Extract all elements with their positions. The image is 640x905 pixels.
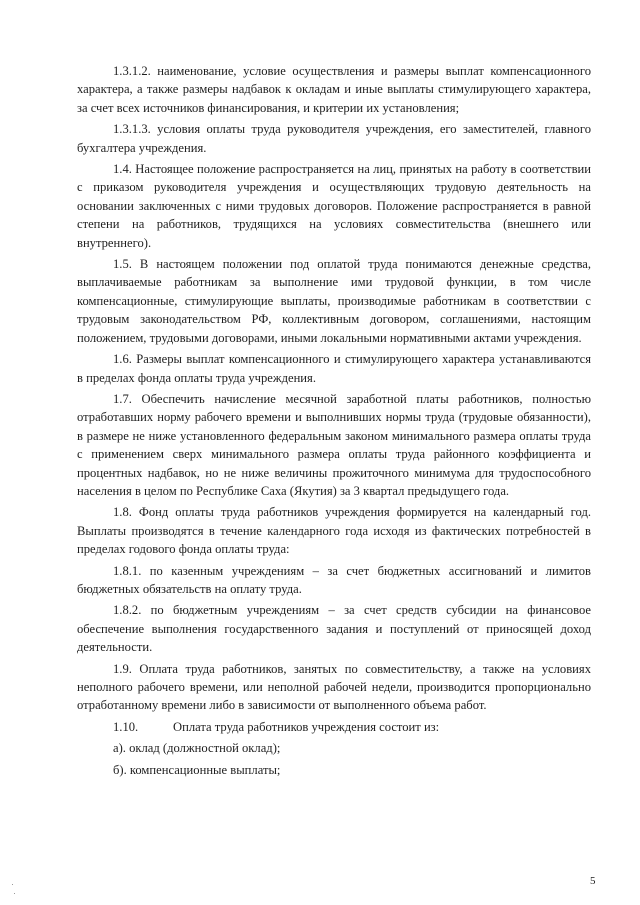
paragraph-1-10 (77, 718, 591, 736)
page-number: 5 (590, 875, 596, 887)
document-body (77, 62, 591, 782)
paragraph-1-4: 1.4. Настоящее положение распространяется на лиц, принятых на работу в соответствии с приказом руководителя учреждения и осуществляющих трудовую деятельность на основании заключенных с ними трудовых договоров. Положение распространяется в равной степени на работников, трудящихся на условиях совместительства (внешнего или внутреннего). (77, 162, 591, 250)
paragraph-1-7: 1.7. Обеспечить начисление месячной заработной платы работников, полностью отработавших норму рабочего времени и выполнивших нормы труда (трудовые обязанности), в размере не ниже установленного федеральным законом минимального размера оплаты труда с применением сверх минимального размера оплаты труда районного коэффициента и процентных надбавок, но не ниже величины прожиточного минимума для трудоспособного населения в целом по Республике Саха (Якутия) за 3 квартал предыдущего года. (77, 391, 591, 498)
paragraph-1-8: 1.8. Фонд оплаты труда работников учреждения формируется на календарный год. Выплаты производятся в течение календарного года исходя из фактических потребностей в пределах годового фонда оплаты труда: (77, 505, 591, 557)
list-item-b: б). компенсационные выплаты; (113, 762, 281, 777)
paragraph-1-8-1: 1.8.1. по казенным учреждениям – за счет бюджетных ассигнований и лимитов бюджетных обязательств на оплату труда. (77, 563, 591, 596)
paragraph-1-9: 1.9. Оплата труда работников, занятых по совместительству, а также на условиях неполного рабочего времени, или неполной рабочей недели, производится пропорционально отработанному времени либо в зависимости от выполненного объема работ. (77, 661, 591, 713)
scan-speck (12, 884, 13, 885)
paragraph-1-10-number: 1.10. (113, 719, 139, 734)
paragraph-1-3-1-3: 1.3.1.3. условия оплаты труда руководителя учреждения, его заместителей, главного бухгалтера учреждения. (77, 122, 591, 155)
paragraph-1-8-2: 1.8.2. по бюджетным учреждениям – за счет средств субсидии на финансовое обеспечение выполнения государственного задания и поступлений от приносящей доход деятельности. (77, 603, 591, 655)
paragraph-1-3-1-2: 1.3.1.2. наименование, условие осуществления и размеры выплат компенсационного характера, а также размеры надбавок к окладам и иные выплаты стимулирующего характера, за счет всех источников финансирования, и критерии их установления; (77, 64, 591, 115)
paragraph-1-5: 1.5. В настоящем положении под оплатой труда понимаются денежные средства, выплачиваемые работникам за выполнение ими трудовой функции, в том числе компенсационные, стимулирующие выплаты, производимые работникам в соответствии с трудовым законодательством РФ, коллективным договором, соглашениями, настоящим положением, трудовыми договорами, иными локальными нормативными актами учреждения. (77, 257, 591, 345)
paragraph-1-6: 1.6. Размеры выплат компенсационного и стимулирующего характера устанавливаются в пределах фонда оплаты труда учреждения. (77, 352, 591, 385)
paragraph-1-10-text: Оплата труда работников учреждения состоит из: (173, 719, 440, 734)
scan-speck (14, 893, 15, 894)
list-item-a: а). оклад (должностной оклад); (113, 741, 281, 756)
